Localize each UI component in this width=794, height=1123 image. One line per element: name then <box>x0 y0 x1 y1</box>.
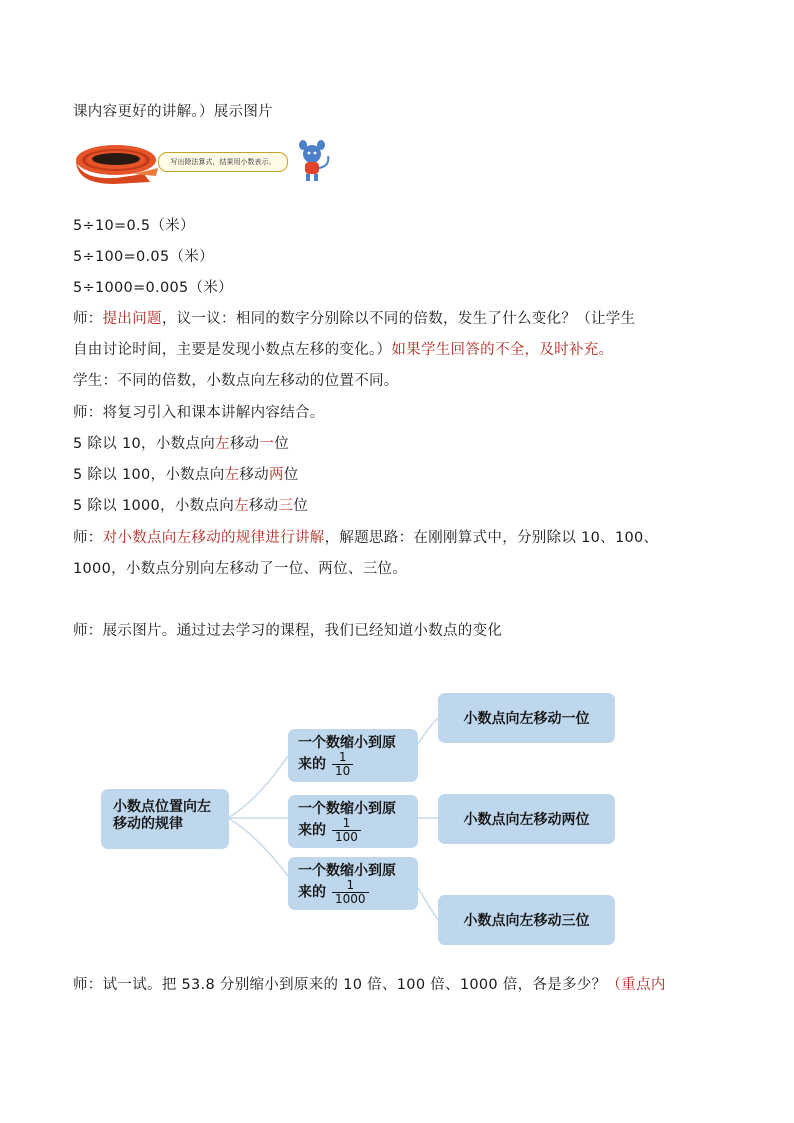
diagram-result-node: 小数点向左移动一位 <box>438 693 615 743</box>
diagram-branch-node: 一个数缩小到原来的 $\frac{1}{100}$ <box>288 795 418 848</box>
highlight-text: （重点内 <box>606 977 666 993</box>
fraction: $\frac{1}{1000}$ <box>332 879 369 906</box>
speech-bubble: 写出除法算式，结果用小数表示。 <box>158 152 288 172</box>
text-line: 5÷1000=0.005（米） <box>73 280 233 296</box>
text-line: 5÷100=0.05（米） <box>73 249 214 265</box>
highlight-text: 对小数点向左移动的规律进行讲解 <box>102 530 325 546</box>
diagram-result-node: 小数点向左移动三位 <box>438 895 615 945</box>
text-line: 师：提出问题，议一议：相同的数字分别除以不同的倍数，发生了什么变化？（让学生 <box>73 311 636 327</box>
text-line: 5÷10=0.5（米） <box>73 218 195 234</box>
text-line: 师：对小数点向左移动的规律进行讲解，解题思路：在刚刚算式中，分别除以 10、100、 <box>73 530 659 546</box>
text-line: 5 除以 1000，小数点向左移动三位 <box>73 498 309 514</box>
diagram-root-node: 小数点位置向左移动的规律 <box>101 789 229 849</box>
text-line: 课内容更好的讲解。）展示图片 <box>73 104 273 120</box>
text-line: 学生：不同的倍数，小数点向左移动的位置不同。 <box>73 373 399 389</box>
text-line: 5 除以 100，小数点向左移动两位 <box>73 467 299 483</box>
diagram-result-node: 小数点向左移动两位 <box>438 794 615 844</box>
text-line: 师：试一试。把 53.8 分别缩小到原来的 10 倍、100 倍、1000 倍，各是多少？（重点内 <box>73 977 666 993</box>
highlight-text: 提出问题 <box>102 311 162 327</box>
diagram-branch-node: 一个数缩小到原来的 $\frac{1}{1000}$ <box>288 857 418 910</box>
fraction: $\frac{1}{100}$ <box>332 817 361 844</box>
text-line: 自由讨论时间，主要是发现小数点左移的变化。）如果学生回答的不全，及时补充。 <box>73 342 614 358</box>
text-line: 师：展示图片。通过过去学习的课程，我们已经知道小数点的变化 <box>73 623 503 639</box>
fraction: $\frac{1}{10}$ <box>332 751 353 778</box>
text-line: 5 除以 10，小数点向左移动一位 <box>73 436 290 452</box>
diagram-branch-node: 一个数缩小到原来的 $\frac{1}{10}$ <box>288 729 418 782</box>
text-line: 师：将复习引入和课本讲解内容结合。 <box>73 405 325 421</box>
text-line: 1000，小数点分别向左移动了一位、两位、三位。 <box>73 561 408 577</box>
highlight-text: 如果学生回答的不全，及时补充。 <box>391 342 614 358</box>
